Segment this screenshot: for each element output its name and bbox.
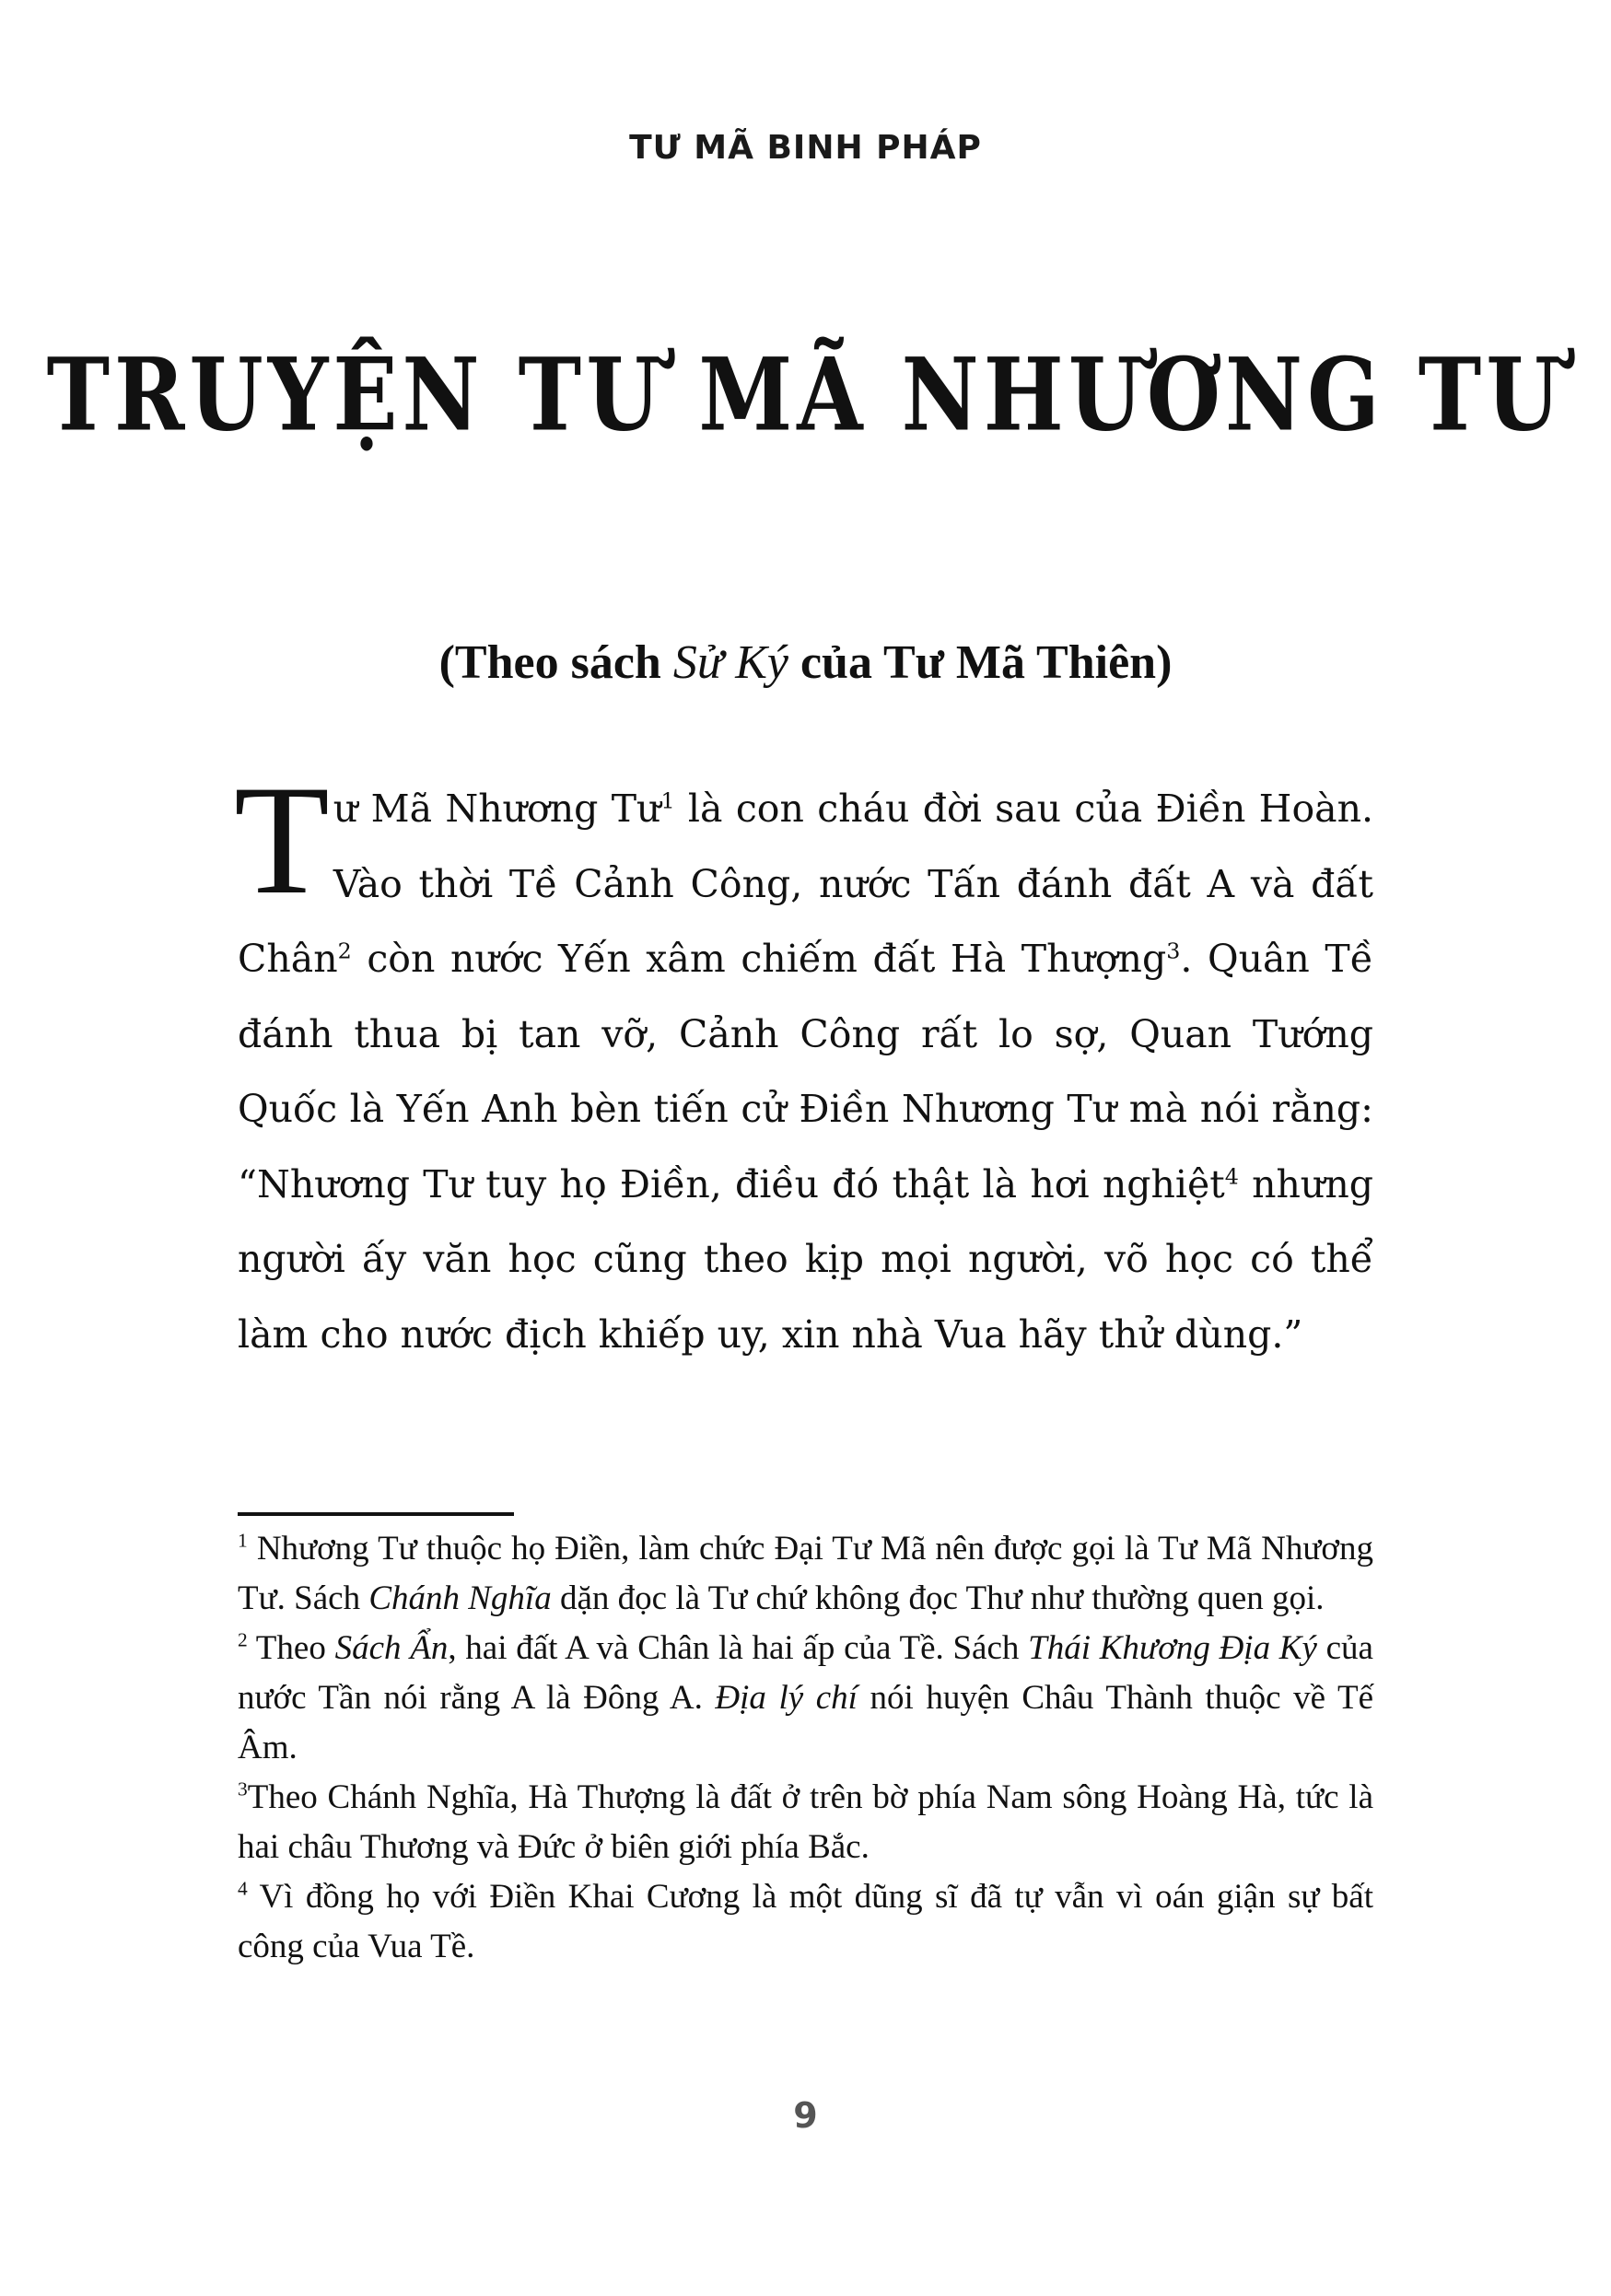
- footnote-text: Theo: [247, 1629, 335, 1667]
- footnote-book-title: Thái Khương Địa Ký: [1028, 1629, 1317, 1667]
- footnote-text: , hai đất A và Chân là hai ấp của Tề. Sách: [448, 1629, 1029, 1667]
- footnote-text: nói huyện Châu Thành thuộc về Tế Âm.: [238, 1679, 1373, 1766]
- footnote-book-title: Địa lý chí: [715, 1679, 858, 1717]
- footnote-ref-3: 3: [1166, 938, 1181, 964]
- footnote-book-title: Sách Ẩn: [334, 1629, 449, 1667]
- body-paragraph: [234, 753, 1374, 1372]
- running-header: TƯ MÃ BINH PHÁP: [629, 129, 982, 167]
- footnote-2: [238, 1624, 1373, 1773]
- chapter-subtitle: [0, 635, 1611, 690]
- footnote-text: Vì đồng họ với Điền Khai Cương là một dũng sĩ đã tự vẫn vì oán giận sự bất công của Vua Tề.: [238, 1878, 1373, 1965]
- footnote-text: của nước Tần nói rằng A là Đông A.: [238, 1629, 1373, 1717]
- footnote-divider: [238, 1512, 514, 1516]
- footnote-text: Theo Chánh Nghĩa, Hà Thượng là đất ở trên bờ phía Nam sông Hoàng Hà, tức là hai châu Thương và Đức ở biên giới phía Bắc.: [238, 1778, 1373, 1866]
- subtitle-book-title: Sử Ký: [672, 636, 788, 689]
- footnote-ref-2: 2: [337, 938, 352, 964]
- page-number: 9: [793, 2095, 818, 2136]
- subtitle-suffix: của Tư Mã Thiên): [788, 636, 1173, 689]
- drop-cap: T: [234, 753, 330, 927]
- footnote-number: 1: [238, 1529, 248, 1552]
- footnote-text: dặn đọc là Tư chứ không đọc Thư như thường quen gọi.: [551, 1579, 1325, 1617]
- footnote-ref-1: 1: [660, 787, 675, 814]
- footnote-number: 3: [238, 1777, 248, 1801]
- body-segment: còn nước Yến xâm chiếm đất Hà Thượng: [351, 937, 1167, 981]
- body-segment: . Quân Tề đánh thua bị tan vỡ, Cảnh Công rất lo sợ, Quan Tướng Quốc là Yến Anh bèn tiến cử Điền Nhương Tư mà nói rằng: “Nhương Tư tuy họ Điền, điều đó thật là hơi nghiệt: [238, 937, 1373, 1206]
- footnote-ref-4: 4: [1224, 1162, 1239, 1189]
- subtitle-prefix: (Theo sách: [438, 636, 673, 689]
- body-segment: ư Mã Nhương Tư: [333, 787, 661, 831]
- footnote-number: 4: [238, 1877, 248, 1900]
- footnote-text: Nhương Tư thuộc họ Điền, làm chức Đại Tư Mã nên được gọi là Tư Mã Nhương Tư. Sách: [238, 1530, 1373, 1617]
- footnote-book-title: Chánh Nghĩa: [368, 1579, 552, 1617]
- footnote-1: [238, 1524, 1373, 1624]
- footnotes: [238, 1524, 1373, 1972]
- footnote-number: 2: [238, 1628, 248, 1651]
- footnote-4: [238, 1872, 1373, 1972]
- footnote-3: [238, 1773, 1373, 1872]
- body-segment: nhưng người ấy văn học cũng theo kịp mọi người, võ học có thể làm cho nước địch khiếp uy, xin nhà Vua hãy thử dùng.”: [238, 1161, 1373, 1357]
- body-segment: là con cháu đời sau của Điền Hoàn. Vào thời Tề Cảnh Công, nước Tấn đánh đất A và đất Chân: [238, 787, 1374, 981]
- chapter-title: TRUYỆN TƯ MÃ NHƯƠNG TƯ: [46, 336, 1565, 454]
